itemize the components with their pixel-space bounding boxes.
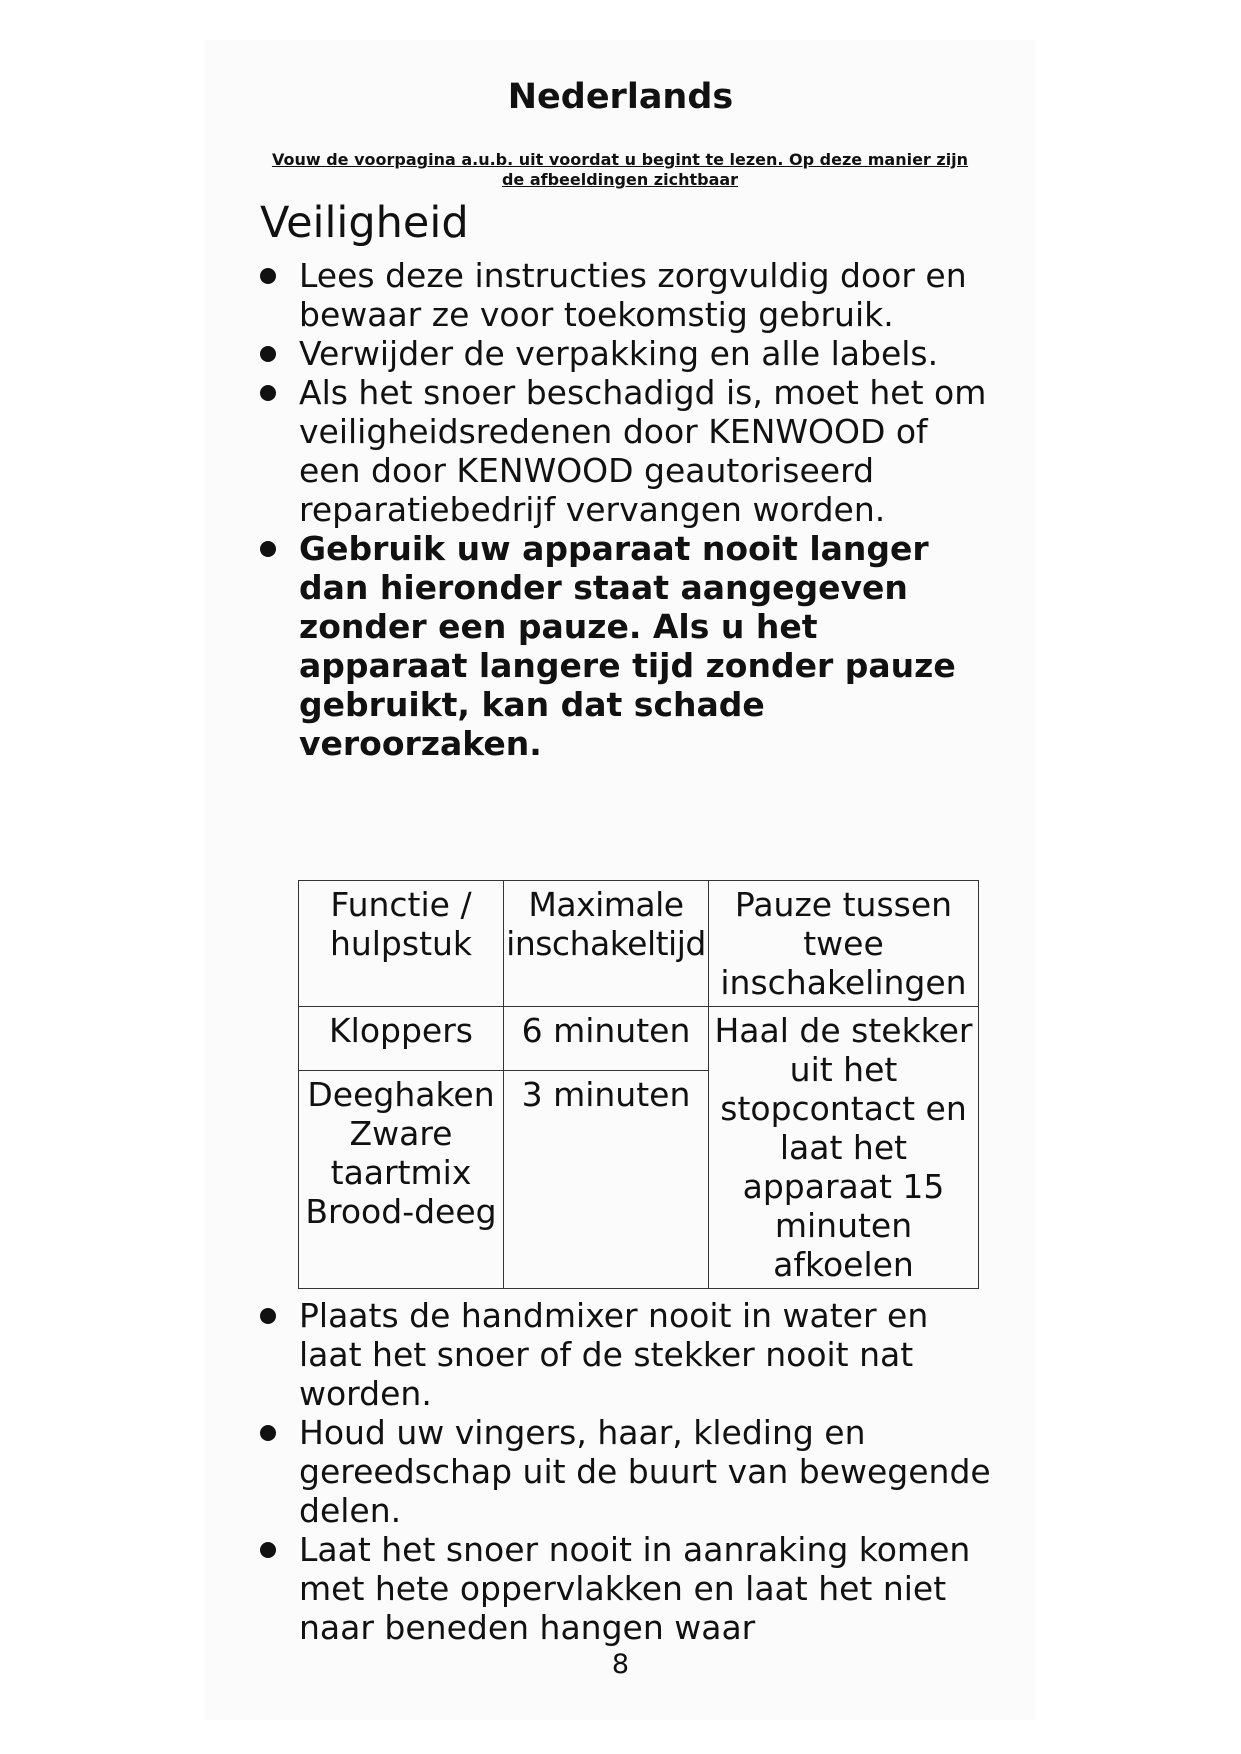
cell-max-time: 3 minuten xyxy=(504,1070,709,1288)
bullet-dot-icon xyxy=(260,268,276,284)
bullet-dot-icon xyxy=(260,1308,276,1324)
safety-item: Plaats de handmixer nooit in water en laat het snoer of de stekker nooit nat worden. xyxy=(255,1296,995,1413)
safety-list-continued xyxy=(255,1296,995,1647)
safety-item: Lees deze instructies zorgvuldig door en bewaar ze voor toekomstig gebruik. xyxy=(255,256,995,334)
usage-limits-table xyxy=(298,880,979,1289)
safety-item-warning: Gebruik uw apparaat nooit langer dan hieronder staat aangegeven zonder een pauze. Als u het apparaat langere tijd zonder pauze gebruikt, kan dat schade veroorzaken. xyxy=(255,529,995,763)
bullet-dot-icon xyxy=(260,385,276,401)
header-pause: Pauze tussen twee inschakelingen xyxy=(709,881,979,1007)
cell-function: Deeghaken Zware taartmix Brood-deeg xyxy=(299,1070,504,1288)
fold-out-notice: Vouw de voorpagina a.u.b. uit voordat u begint te lezen. Op deze manier zijn de afbeeldingen zichtbaar xyxy=(271,150,969,189)
section-title-safety: Veiligheid xyxy=(260,198,469,248)
table-row xyxy=(299,1007,979,1071)
language-heading: Nederlands xyxy=(507,77,734,117)
cell-pause: Haal de stekker uit het stopcontact en laat het apparaat 15 minuten afkoelen xyxy=(709,1007,979,1289)
header-max-time: Maximale inschakeltijd xyxy=(504,881,709,1007)
header-function: Functie / hulpstuk xyxy=(299,881,504,1007)
safety-item: Als het snoer beschadigd is, moet het om veiligheidsredenen door KENWOOD of een door KENWOOD geautoriseerd reparatiebedrijf vervangen worden. xyxy=(255,373,995,529)
cell-max-time: 6 minuten xyxy=(504,1007,709,1071)
safety-list xyxy=(255,256,995,763)
table-header-row xyxy=(299,881,979,1007)
page-number: 8 xyxy=(611,1649,630,1680)
safety-item: Houd uw vingers, haar, kleding en gereedschap uit de buurt van bewegende delen. xyxy=(255,1413,995,1530)
bullet-dot-icon xyxy=(260,1542,276,1558)
bullet-dot-icon xyxy=(260,346,276,362)
bullet-dot-icon xyxy=(260,541,276,557)
cell-function: Kloppers xyxy=(299,1007,504,1071)
bullet-dot-icon xyxy=(260,1425,276,1441)
safety-item: Verwijder de verpakking en alle labels. xyxy=(255,334,995,373)
safety-item: Laat het snoer nooit in aanraking komen met hete oppervlakken en laat het niet naar beneden hangen waar xyxy=(255,1530,995,1647)
